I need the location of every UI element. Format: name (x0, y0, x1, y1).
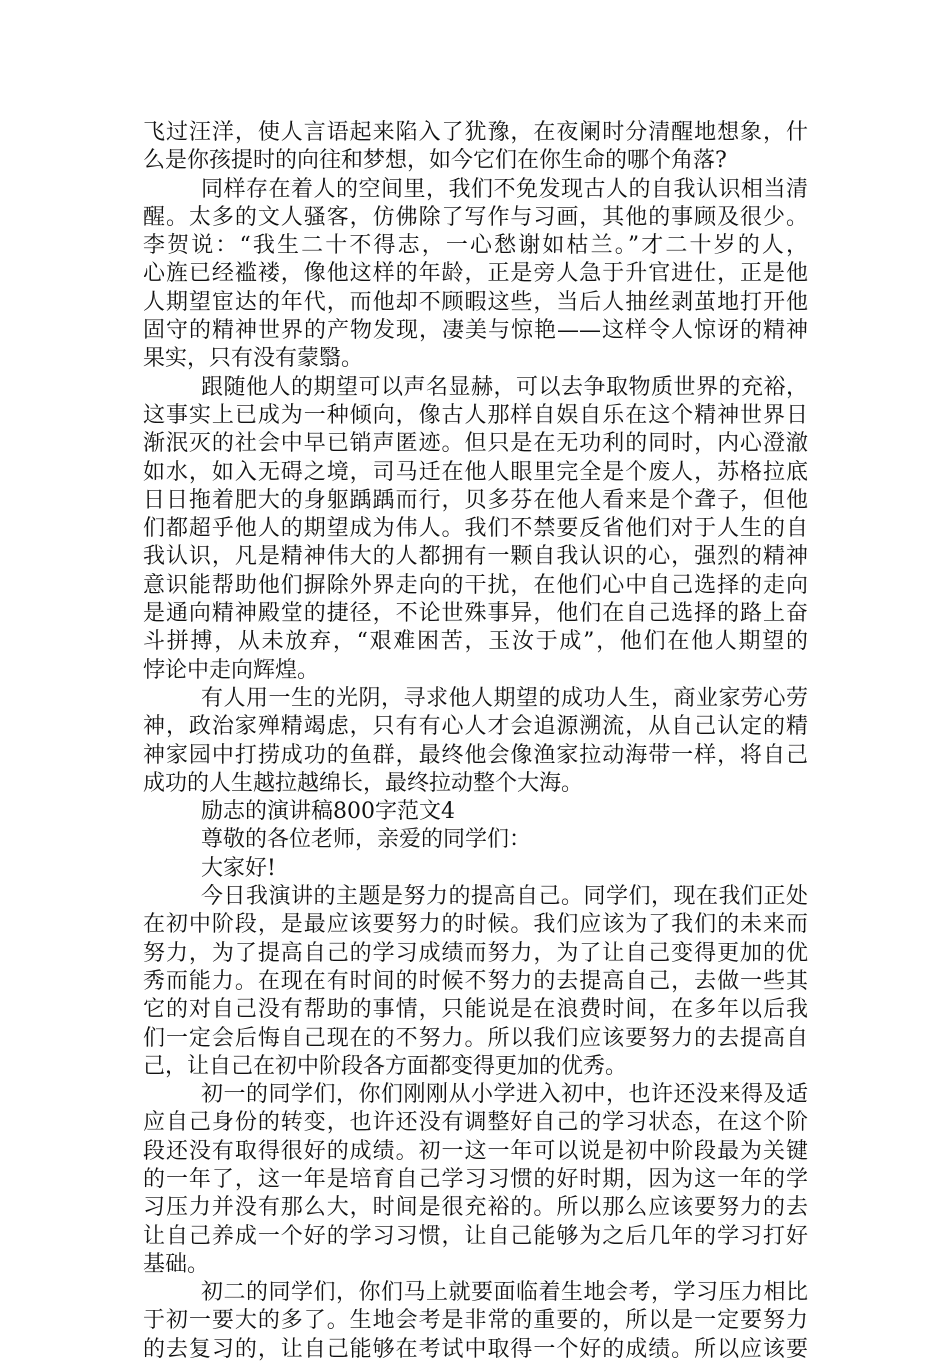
greeting: 大家好! (201, 855, 276, 881)
text-line: 己，让自己在初中阶段各方面都变得更加的优秀。 (143, 1053, 628, 1079)
text-line: 习压力并没有那么大，时间是很充裕的。所以那么应该要努力的去 (143, 1195, 808, 1221)
text-line: 如水，如入无碍之境，司马迁在他人眼里完全是个废人，苏格拉底 (143, 459, 808, 485)
section-heading: 励志的演讲稿800字范文4 (201, 799, 455, 825)
text-line: 努力，为了提高自己的学习成绩而努力，为了让自己变得更加的优 (143, 940, 808, 966)
text-line: 成功的人生越拉越绵长，最终拉动整个大海。 (143, 770, 584, 796)
text-line: 的去复习的，让自己能够在考试中取得一个好的成绩。所以应该要 (143, 1336, 808, 1362)
text-line: 秀而能力。在现在有时间的时候不努力的去提高自己，去做一些其 (143, 968, 808, 994)
text-line: 神，政治家殚精竭虑，只有有心人才会追源溯流，从自己认定的精 (143, 714, 808, 740)
text-line: 悖论中走向辉煌。 (143, 657, 320, 683)
text-line: 飞过汪洋，使人言语起来陷入了犹豫，在夜阑时分清醒地想象，什 (143, 120, 808, 145)
paragraph-first-line: 同样存在着人的空间里，我们不免发现古人的自我认识相当清 (201, 176, 808, 202)
text-line: 固守的精神世界的产物发现，凄美与惊艳——这样令人惊讶的精神 (143, 318, 808, 344)
text-line: 果实，只有没有蒙翳。 (143, 346, 364, 372)
paragraph-first-line: 今日我演讲的主题是努力的提高自己。同学们，现在我们正处 (201, 884, 808, 910)
text-line: 日日拖着肥大的身躯踽踽而行，贝多芬在他人看来是个聋子，但他 (143, 487, 808, 513)
text-line: 的一年了，这一年是培育自己学习习惯的好时期，因为这一年的学 (143, 1166, 808, 1192)
text-line: 人期望宦达的年代，而他却不顾暇这些，当后人抽丝剥茧地打开他 (143, 289, 808, 315)
text-line: 渐泯灭的社会中早已销声匿迹。但只是在无功利的同时，内心澄澈 (143, 431, 808, 457)
paragraph-first-line: 初二的同学们，你们马上就要面临着生地会考，学习压力相比 (201, 1280, 808, 1306)
text-line: 段还没有取得很好的成绩。初一这一年可以说是初中阶段最为关键 (143, 1138, 808, 1164)
text-line: 我认识，凡是精神伟大的人都拥有一颗自我认识的心，强烈的精神 (143, 544, 808, 570)
text-line: 斗拼搏，从未放弃，“艰难困苦，玉汝于成”，他们在他人期望的 (143, 629, 808, 655)
text-line: 是通向精神殿堂的捷径，不论世殊事异，他们在自己选择的路上奋 (143, 601, 808, 627)
text-line: 基础。 (143, 1251, 210, 1277)
text-line: 在初中阶段，是最应该要努力的时候。我们应该为了我们的未来而 (143, 912, 808, 938)
text-line: 让自己养成一个好的学习习惯，让自己能够为之后几年的学习打好 (143, 1223, 808, 1249)
text-line: 这事实上已成为一种倾向，像古人那样自娱自乐在这个精神世界日 (143, 402, 808, 428)
text-line: 意识能帮助他们摒除外界走向的干扰，在他们心中自己选择的走向 (143, 572, 808, 598)
text-line: 们都超乎他人的期望成为伟人。我们不禁要反省他们对于人生的自 (143, 516, 808, 542)
salutation: 尊敬的各位老师，亲爱的同学们： (201, 827, 532, 853)
text-line: 么是你孩提时的向往和梦想，如今它们在你生命的哪个角落? (143, 148, 727, 174)
paragraph-first-line: 初一的同学们，你们刚刚从小学进入初中，也许还没来得及适 (201, 1082, 808, 1108)
text-line: 们一定会后悔自己现在的不努力。所以我们应该要努力的去提高自 (143, 1025, 808, 1051)
text-line: 应自己身份的转变，也许还没有调整好自己的学习状态，在这个阶 (143, 1110, 808, 1136)
text-line: 醒。太多的文人骚客，仿佛除了写作与习画，其他的事顾及很少。 (143, 204, 808, 230)
text-line: 李贺说：“我生二十不得志，一心愁谢如枯兰。”才二十岁的人， (143, 233, 808, 259)
paragraph-first-line: 有人用一生的光阴，寻求他人期望的成功人生，商业家劳心劳 (201, 685, 808, 711)
paragraph-first-line: 跟随他人的期望可以声名显赫，可以去争取物质世界的充裕， (201, 374, 808, 400)
text-line: 于初一要大的多了。生地会考是非常的重要的，所以是一定要努力 (143, 1308, 808, 1334)
document-body (143, 119, 808, 1364)
text-line: 它的对自己没有帮助的事情，只能说是在浪费时间，在多年以后我 (143, 997, 808, 1023)
text-line: 心旌已经褴褛，像他这样的年龄，正是旁人急于升官进仕，正是他 (143, 261, 808, 287)
text-line: 神家园中打捞成功的鱼群，最终他会像渔家拉动海带一样，将自己 (143, 742, 808, 768)
